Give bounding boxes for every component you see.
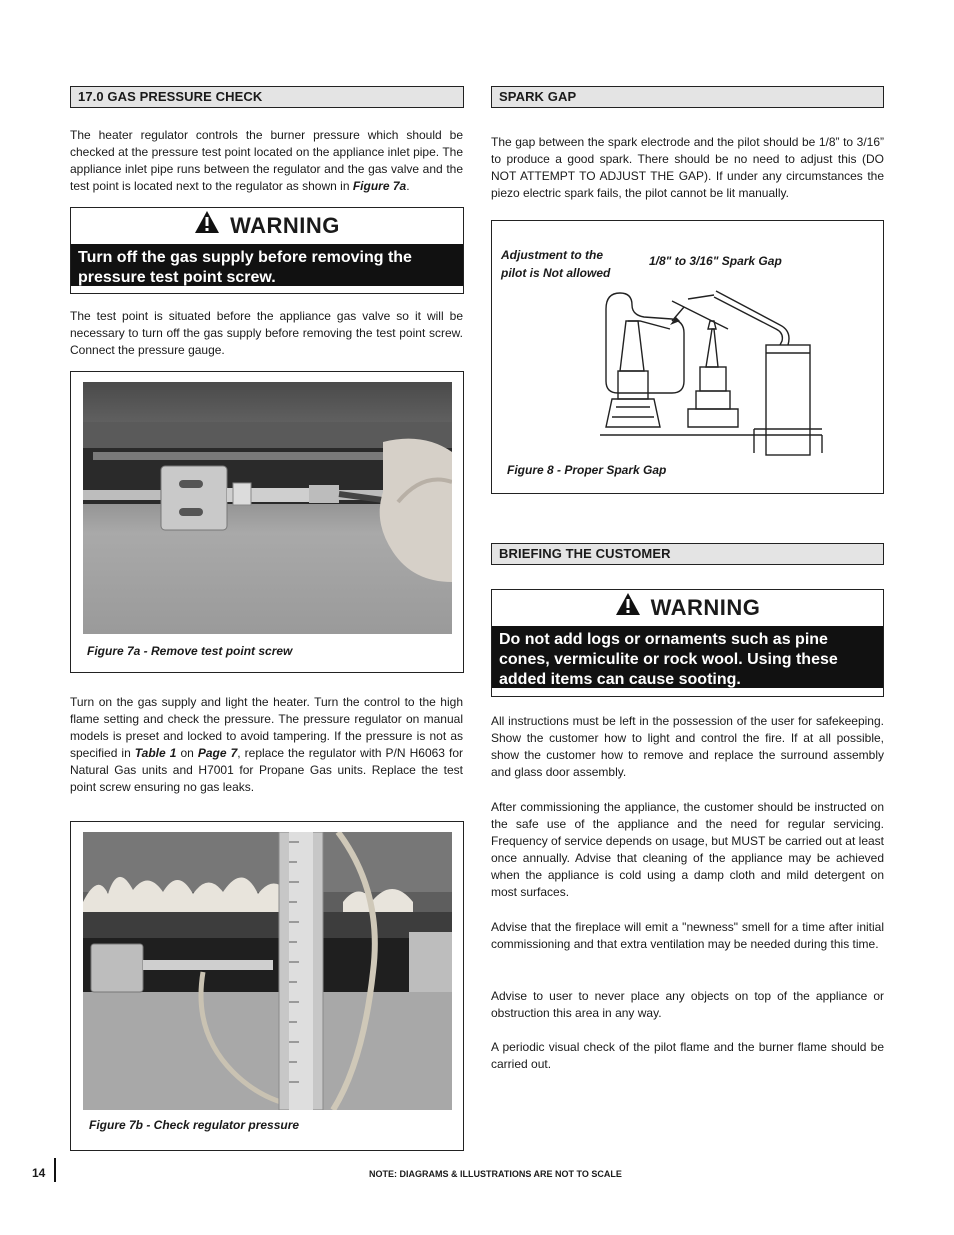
figure-7b-caption: Figure 7b - Check regulator pressure [89,1118,300,1132]
figure-8-caption: Figure 8 - Proper Spark Gap [507,463,667,477]
regulator-photo-illustration [83,382,452,634]
test-point-paragraph: The test point is situated before the appliance gas valve so it will be necessary to turn off the gas supply before removing the test point screw. Connect the pressure gauge. [70,309,463,357]
table-1-ref: Table 1 [134,746,177,760]
warning-title: WARNING [492,590,883,626]
footer-note: NOTE: DIAGRAMS & ILLUSTRATIONS ARE NOT TO SCALE [369,1169,622,1179]
page-7-ref: Page 7 [197,746,238,760]
fig8-adjust-label-line1: Adjustment to the [501,248,603,262]
footer-rule [54,1158,56,1182]
fig8-gap-label: 1/8" to 3/16" Spark Gap [649,254,782,268]
spark-gap-heading: SPARK GAP [491,86,884,108]
figure-7b-photo [83,832,452,1110]
figure-7b-frame [70,821,464,1151]
page-number: 14 [32,1166,46,1180]
warning-box-logs [491,589,884,697]
warning-box-gas [70,207,464,294]
briefing-paragraph-4: Advise to user to never place any objects on top of the appliance or obstruction this area in any way. [491,989,884,1020]
warning-triangle-icon [194,209,220,245]
warning-text: Turn off the gas supply before removing the pressure test point screw. [71,244,463,286]
warning-title: WARNING [71,208,463,244]
spark-gap-diagram [492,221,883,493]
fig8-adjust-label-line2: pilot is Not allowed [501,266,611,280]
briefing-paragraph-3: Advise that the fireplace will emit a "newness" smell for a time after initial commissioning and that extra ventilation may be needed during this time. [491,920,884,951]
warning-triangle-icon [615,591,641,627]
briefing-paragraph-1: All instructions must be left in the possession of the user for safekeeping. Show the customer how to light and control the fire. If at all possible, show the customer how to remove and replace the surround assembly and glass door assembly. [491,714,884,779]
spark-gap-paragraph: The gap between the spark electrode and the pilot should be 1/8” to 3/16” to produce a good spark. There should be no need to adjust this (DO NOT ATTEMPT TO ADJUST THE GAP). If under any circumstances the piezo electric spark fails, the pilot cannot be lit manually. [491,135,884,200]
figure-7a-frame [70,371,464,673]
pressure-gauge-photo-illustration [83,832,452,1110]
figure-7a-caption: Figure 7a - Remove test point screw [87,644,293,658]
briefing-paragraph-5: A periodic visual check of the pilot flame and the burner flame should be carried out. [491,1040,884,1071]
warning-text: Do not add logs or ornaments such as pine cones, vermiculite or rock wool. Using these added items can cause sooting. [492,626,883,688]
intro-paragraph: The heater regulator controls the burner pressure which should be checked at the pressure test point located on the appliance inlet pipe. The appliance inlet pipe runs between the regulator and the gas valve and the test point is located next to the regulator as shown in Figure 7a. [70,128,463,193]
figure-7a-photo [83,382,452,634]
briefing-paragraph-2: After commissioning the appliance, the customer should be instructed on the safe use of the appliance and the need for regular servicing. Frequency of service depends on usage, but MUST be carried out at least once annually. Advise that cleaning of the appliance may be achieved when the appliance is cold using a damp cloth and mild detergent on most surfaces. [491,800,884,899]
gas-pressure-heading: 17.0 GAS PRESSURE CHECK [70,86,464,108]
figure-7a-ref: Figure 7a [352,179,407,193]
figure-8-frame [491,220,884,494]
supply-paragraph: Turn on the gas supply and light the heater. Turn the control to the high flame setting and check the pressure. The pressure regulator on manual models is preset and locked to avoid tampering. If the pressure is not as specified in Table 1 on Page 7, replace the regulator with P/N H6063 for Natural Gas units and H7001 for Propane Gas units. Replace the test point screw ensuring no gas leaks. [70,695,464,794]
briefing-heading: BRIEFING THE CUSTOMER [491,543,884,565]
